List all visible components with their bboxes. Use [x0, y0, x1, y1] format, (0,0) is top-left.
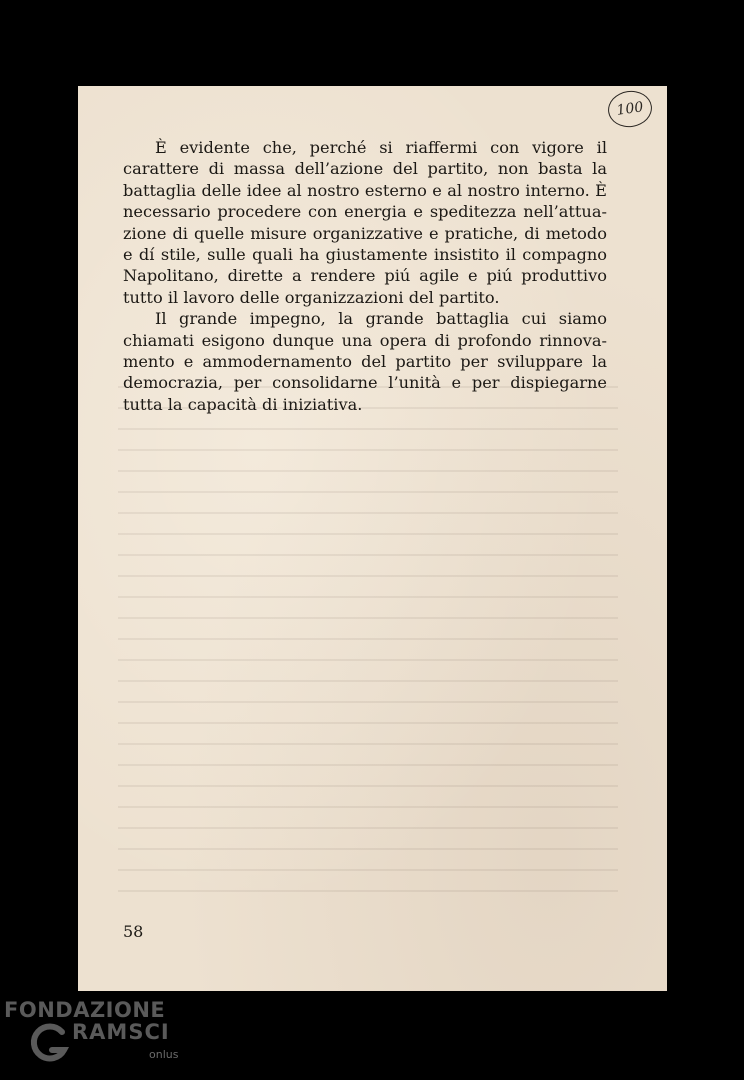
paragraph-1: È evidente che, perché si riaffermi con vigore il carattere di massa dell’azione del partito, non basta la battaglia delle idee al nostro esterno e al nostro interno. È necessario procedere con energia e speditezza nell’attuazione di quelle misure organizzative e pratiche, di metodo e dí stile, sulle quali ha giustamente insistito il compagno Napolitano, dirette a rendere piú agile e piú produttivo tutto il lavoro delle organizzazioni del partito.: [123, 138, 607, 307]
page-number: 58: [123, 922, 144, 941]
document-page: [78, 86, 667, 991]
logo-g-icon: [28, 1022, 72, 1066]
fondazione-gramsci-logo: [4, 996, 194, 1076]
logo-text-onlus: onlus: [149, 1048, 179, 1061]
show-through-texture: [118, 386, 618, 906]
archive-number-annotation: [606, 88, 655, 130]
body-text: [123, 137, 607, 415]
paragraph-2: Il grande impegno, la grande battaglia cui siamo chiamati esigono dunque una opera di profondo rinnovamento e ammodernamento del partito per sviluppare la democrazia, per consolidarne l’unità e per dispiegarne tutta la capacità di iniziativa.: [123, 309, 607, 414]
archive-number-text: 100: [615, 99, 645, 119]
logo-text-fondazione: FONDAZIONE: [4, 998, 166, 1022]
logo-text-gramsci: RAMSCI: [72, 1020, 170, 1044]
